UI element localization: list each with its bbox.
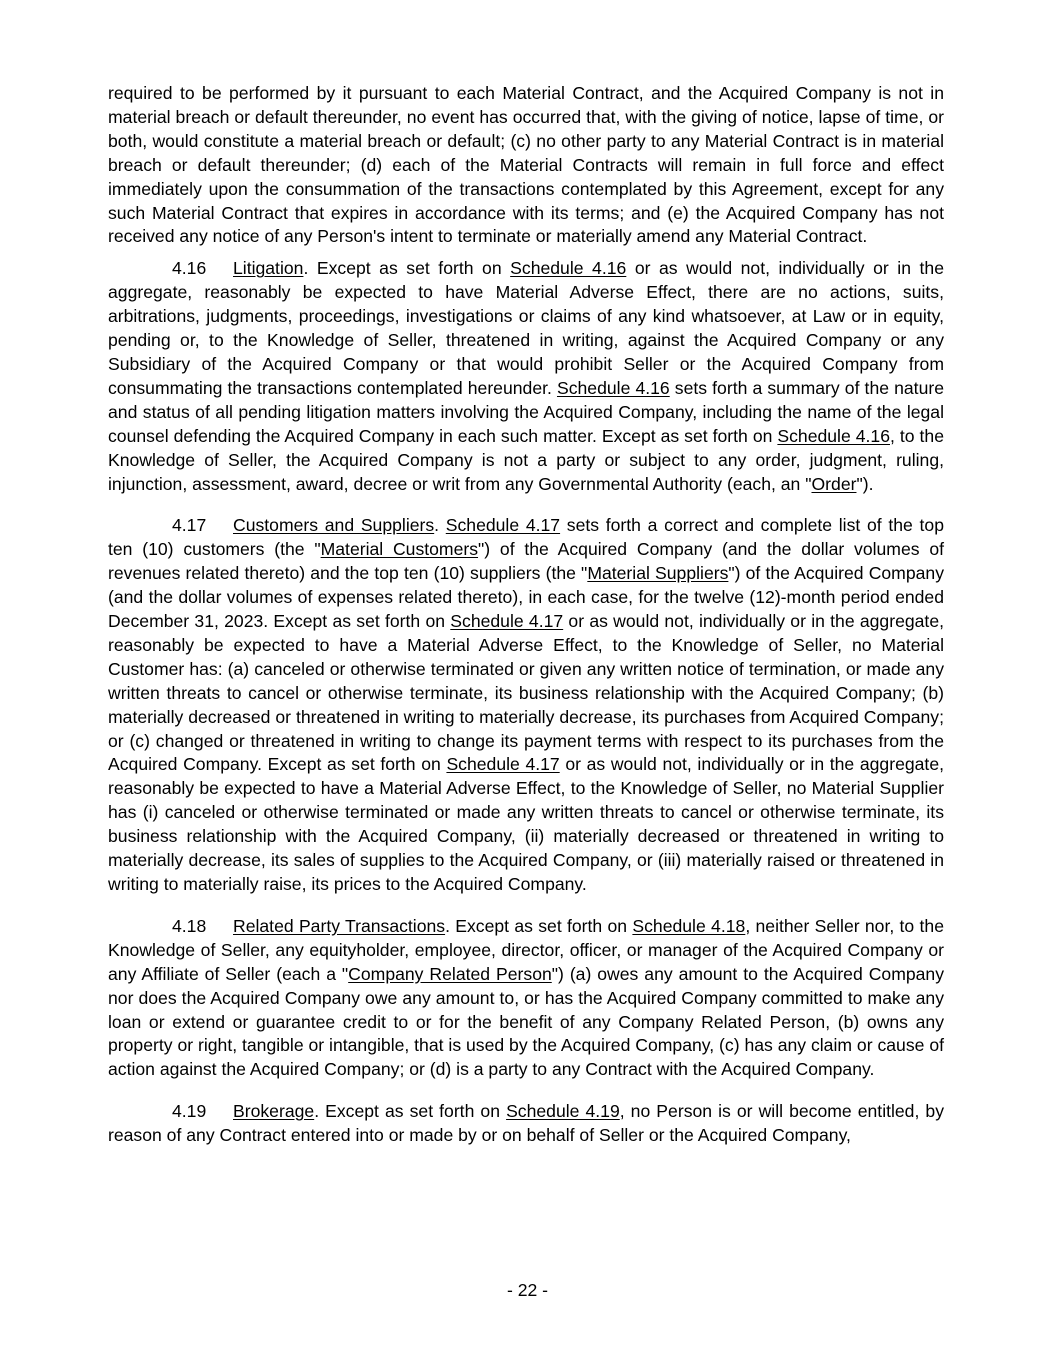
schedule-reference: Schedule 4.18 <box>632 915 746 936</box>
schedule-reference: Schedule 4.16 <box>777 425 890 446</box>
document-page <box>108 82 944 1148</box>
section-title: Related Party Transactions <box>233 915 446 936</box>
defined-term: Company Related Person <box>348 963 552 984</box>
section-number: 4.18 <box>172 915 207 936</box>
section-number: 4.17 <box>172 515 207 536</box>
section-title: Brokerage <box>233 1101 315 1122</box>
section-number: 4.19 <box>172 1101 207 1122</box>
schedule-reference: Schedule 4.16 <box>510 258 627 279</box>
schedule-reference: Schedule 4.19 <box>506 1101 620 1122</box>
defined-term: Material Suppliers <box>587 563 729 584</box>
schedule-reference: Schedule 4.17 <box>446 754 560 775</box>
continuation-paragraph: required to be performed by it pursuant to each Material Contract, and the Acquired Company is not in material breach or default thereunder, no event has occurred that, with the giving of notice, lapse of time, or both, would constitute a material breach or default; (c) no other party to any Material Contract is in material breach or default thereunder; (d) each of the Material Contracts will remain in full force and effect immediately upon the consummation of the transactions contemplated by this Agreement, except for any such Material Contract that expires in accordance with its terms; and (e) the Acquired Company has not received any notice of any Person's intent to terminate or materially amend any Material Contract. <box>108 83 944 247</box>
schedule-reference: Schedule 4.17 <box>450 611 564 632</box>
section-4-19-paragraph: 4.19 Brokerage. Except as set forth on Schedule 4.19, no Person is or will become entitled, by reason of any Contract entered into or made by or on behalf of Seller or the Acquired Company, <box>108 1101 944 1146</box>
section-number: 4.16 <box>172 258 207 279</box>
page-number: - 22 - <box>506 1280 549 1300</box>
section-4-18-paragraph: 4.18 Related Party Transactions. Except as set forth on Schedule 4.18, neither Seller nor, to the Knowledge of Seller, any equityholder, employee, director, officer, or manager of the Acquired Company or any Affiliate of Seller (each a "Company Related Person") (a) owes any amount to the Acquired Company nor does the Acquired Company owe any amount to, or has the Acquired Company committed to make any loan or extend or guarantee credit to or for the benefit of any Company Related Person, (b) owns any property or right, tangible or intangible, that is used by the Acquired Company, (c) has any claim or cause of action against the Acquired Company; or (d) is a party to any Contract with the Acquired Company. <box>108 915 944 1080</box>
schedule-reference: Schedule 4.17 <box>445 515 561 536</box>
section-title: Customers and Suppliers <box>233 515 435 536</box>
defined-term: Material Customers <box>320 539 479 560</box>
section-4-16-paragraph: 4.16 Litigation. Except as set forth on Schedule 4.16 or as would not, individually or in the aggregate, reasonably be expected to have Material Adverse Effect, there are no actions, suits, arbitrations, judgments, proceedings, investigations or claims of any kind whatsoever, at Law or in equity, pending or, to the Knowledge of Seller, threatened in writing, against the Acquired Company or any Subsidiary of the Acquired Company or that would prohibit Seller or the Acquired Company from consummating the transactions contemplated hereunder. Schedule 4.16 sets forth a summary of the nature and status of all pending litigation matters involving the Acquired Company, including the name of the legal counsel defending the Acquired Company in each such matter. Except as set forth on Schedule 4.16, to the Knowledge of Seller, the Acquired Company is not a party or subject to any order, judgment, ruling, injunction, assessment, award, decree or writ from any Governmental Authority (each, an "Order"). <box>108 258 944 494</box>
section-4-17-paragraph: 4.17 Customers and Suppliers. Schedule 4.17 sets forth a correct and complete list of the top ten (10) customers (the "Material Customers") of the Acquired Company (and the dollar volumes of revenues related thereto) and the top ten (10) suppliers (the "Material Suppliers") of the Acquired Company (and the dollar volumes of expenses related thereto), in each case, for the twelve (12)-month period ended December 31, 2023. Except as set forth on Schedule 4.17 or as would not, individually or in the aggregate, reasonably be expected to have a Material Adverse Effect, to the Knowledge of Seller, no Material Customer has: (a) canceled or otherwise terminated or given any written notice of termination, or made any written threats to cancel or otherwise terminate, its business relationship with the Acquired Company; (b) materially decreased or threatened in writing to materially decrease, its purchases from Acquired Company; or (c) changed or threatened in writing to change its payment terms with respect to its purchases from the Acquired Company. Except as set forth on Schedule 4.17 or as would not, individually or in the aggregate, reasonably be expected to have a Material Adverse Effect, to the Knowledge of Seller, no Material Supplier has (i) canceled or otherwise terminated or made any written threats to cancel or otherwise terminate, its business relationship with the Acquired Company, (ii) materially decreased or threatened in writing to materially decrease, its sales of supplies to the Acquired Company, or (iii) materially raised or threatened in writing to materially raise, its prices to the Acquired Company. <box>108 515 944 894</box>
schedule-reference: Schedule 4.16 <box>556 377 670 398</box>
defined-term: Order <box>811 473 857 494</box>
section-title: Litigation <box>233 258 304 279</box>
